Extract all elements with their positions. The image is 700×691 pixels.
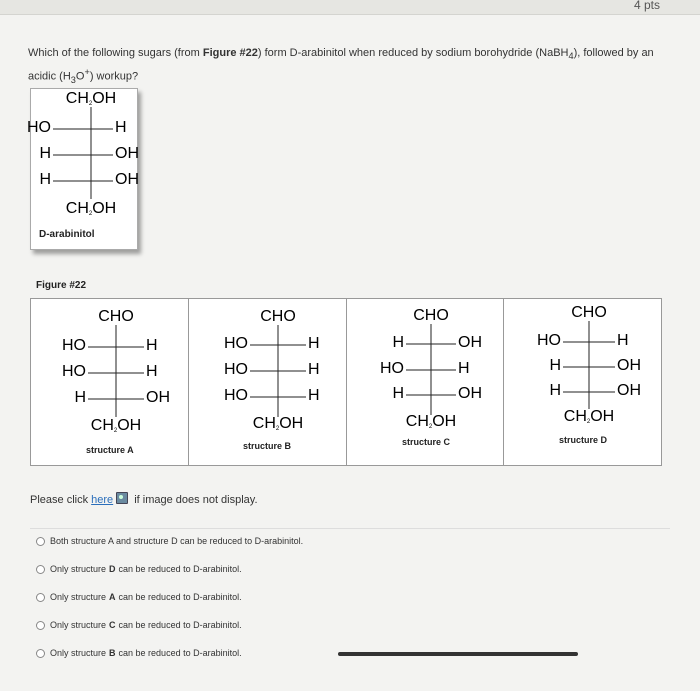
structure-b-label: structure B	[243, 441, 292, 451]
radio-button[interactable]	[36, 565, 45, 574]
struct-c-row1-right: OH	[458, 334, 482, 351]
structure-d-label: structure D	[559, 435, 608, 445]
radio-button[interactable]	[36, 649, 45, 658]
structure-a-label: structure A	[86, 445, 134, 455]
struct-b-top: CHO	[260, 308, 296, 325]
arabinitol-label: D-arabinitol	[39, 229, 95, 240]
figure-22-label: Figure #22	[36, 280, 87, 291]
arabinitol-bottom-group: CH2OH	[65, 200, 117, 217]
struct-d-top: CHO	[571, 304, 607, 321]
structure-d-cell	[503, 299, 661, 465]
arab-row3-right: OH	[115, 171, 139, 188]
struct-d-row3-right: OH	[617, 382, 641, 399]
struct-c-row3-left: H	[392, 385, 404, 402]
struct-a-row3-left: H	[74, 389, 86, 406]
struct-c-row1-left: H	[392, 334, 404, 351]
radio-button[interactable]	[36, 621, 45, 630]
struct-c-row2-right: H	[458, 360, 470, 377]
divider	[30, 528, 670, 529]
top-bar	[0, 0, 700, 15]
struct-b-row3-left: HO	[224, 387, 248, 404]
answer-option-3[interactable]: Only structure A can be reduced to D-arabinitol.	[36, 592, 242, 602]
arab-row1-left: HO	[27, 119, 51, 136]
struct-a-row2-right: H	[146, 363, 158, 380]
struct-d-row3-left: H	[549, 382, 561, 399]
struct-c-top: CHO	[413, 307, 449, 324]
arab-row1-right: H	[115, 119, 127, 136]
struct-d-row2-left: H	[549, 357, 561, 374]
struct-d-row1-right: H	[617, 332, 629, 349]
struct-c-row3-right: OH	[458, 385, 482, 402]
struct-b-row1-right: H	[308, 335, 320, 352]
figure-22-panel	[30, 298, 662, 466]
struct-c-bottom: CH2OH	[405, 413, 457, 430]
arab-row2-left: H	[39, 145, 51, 162]
struct-a-row1-left: HO	[62, 337, 86, 354]
struct-b-row2-left: HO	[224, 361, 248, 378]
answer-option-5[interactable]: Only structure B can be reduced to D-arabinitol.	[36, 648, 242, 658]
image-icon	[116, 492, 128, 504]
struct-d-row2-right: OH	[617, 357, 641, 374]
d-arabinitol-figure	[27, 88, 139, 250]
arab-row2-right: OH	[115, 145, 139, 162]
click-here-link[interactable]: here	[91, 494, 114, 506]
structure-a-cell	[31, 299, 189, 465]
struct-b-bottom: CH2OH	[252, 415, 304, 432]
structure-c-cell	[346, 299, 504, 465]
arab-row3-left: H	[39, 171, 51, 188]
answer-option-2[interactable]: Only structure D can be reduced to D-arabinitol.	[36, 564, 242, 574]
structure-b-cell	[188, 299, 347, 465]
radio-button[interactable]	[36, 537, 45, 546]
struct-d-row1-left: HO	[537, 332, 561, 349]
points-label: 4 pts	[633, 0, 660, 12]
struct-c-row2-left: HO	[380, 360, 404, 377]
struct-d-bottom: CH2OH	[563, 408, 615, 425]
image-fallback-notice: Please click here if image does not display.	[30, 494, 258, 506]
struct-a-top: CHO	[98, 308, 134, 325]
radio-button[interactable]	[36, 593, 45, 602]
structure-a-fischer	[31, 299, 188, 465]
arabinitol-top-group: CH2OH	[65, 90, 117, 107]
dark-underline-bar	[338, 652, 578, 656]
arabinitol-fischer-projection	[27, 89, 139, 224]
struct-a-row2-left: HO	[62, 363, 86, 380]
question-text: Which of the following sugars (from Figure #22) form D-arabinitol when reduced by sodium borohydride (NaBH$_4$), followed by an acidic $(H_3O^+)$ workup?	[28, 47, 654, 86]
answer-option-4[interactable]: Only structure C can be reduced to D-arabinitol.	[36, 620, 242, 630]
struct-b-row2-right: H	[308, 361, 320, 378]
struct-b-row1-left: HO	[224, 335, 248, 352]
struct-a-row1-right: H	[146, 337, 158, 354]
struct-b-row3-right: H	[308, 387, 320, 404]
struct-a-bottom: CH2OH	[90, 417, 142, 434]
struct-a-row3-right: OH	[146, 389, 170, 406]
structure-c-label: structure C	[402, 437, 451, 447]
answer-option-1[interactable]: Both structure A and structure D can be reduced to D-arabinitol.	[36, 536, 303, 546]
